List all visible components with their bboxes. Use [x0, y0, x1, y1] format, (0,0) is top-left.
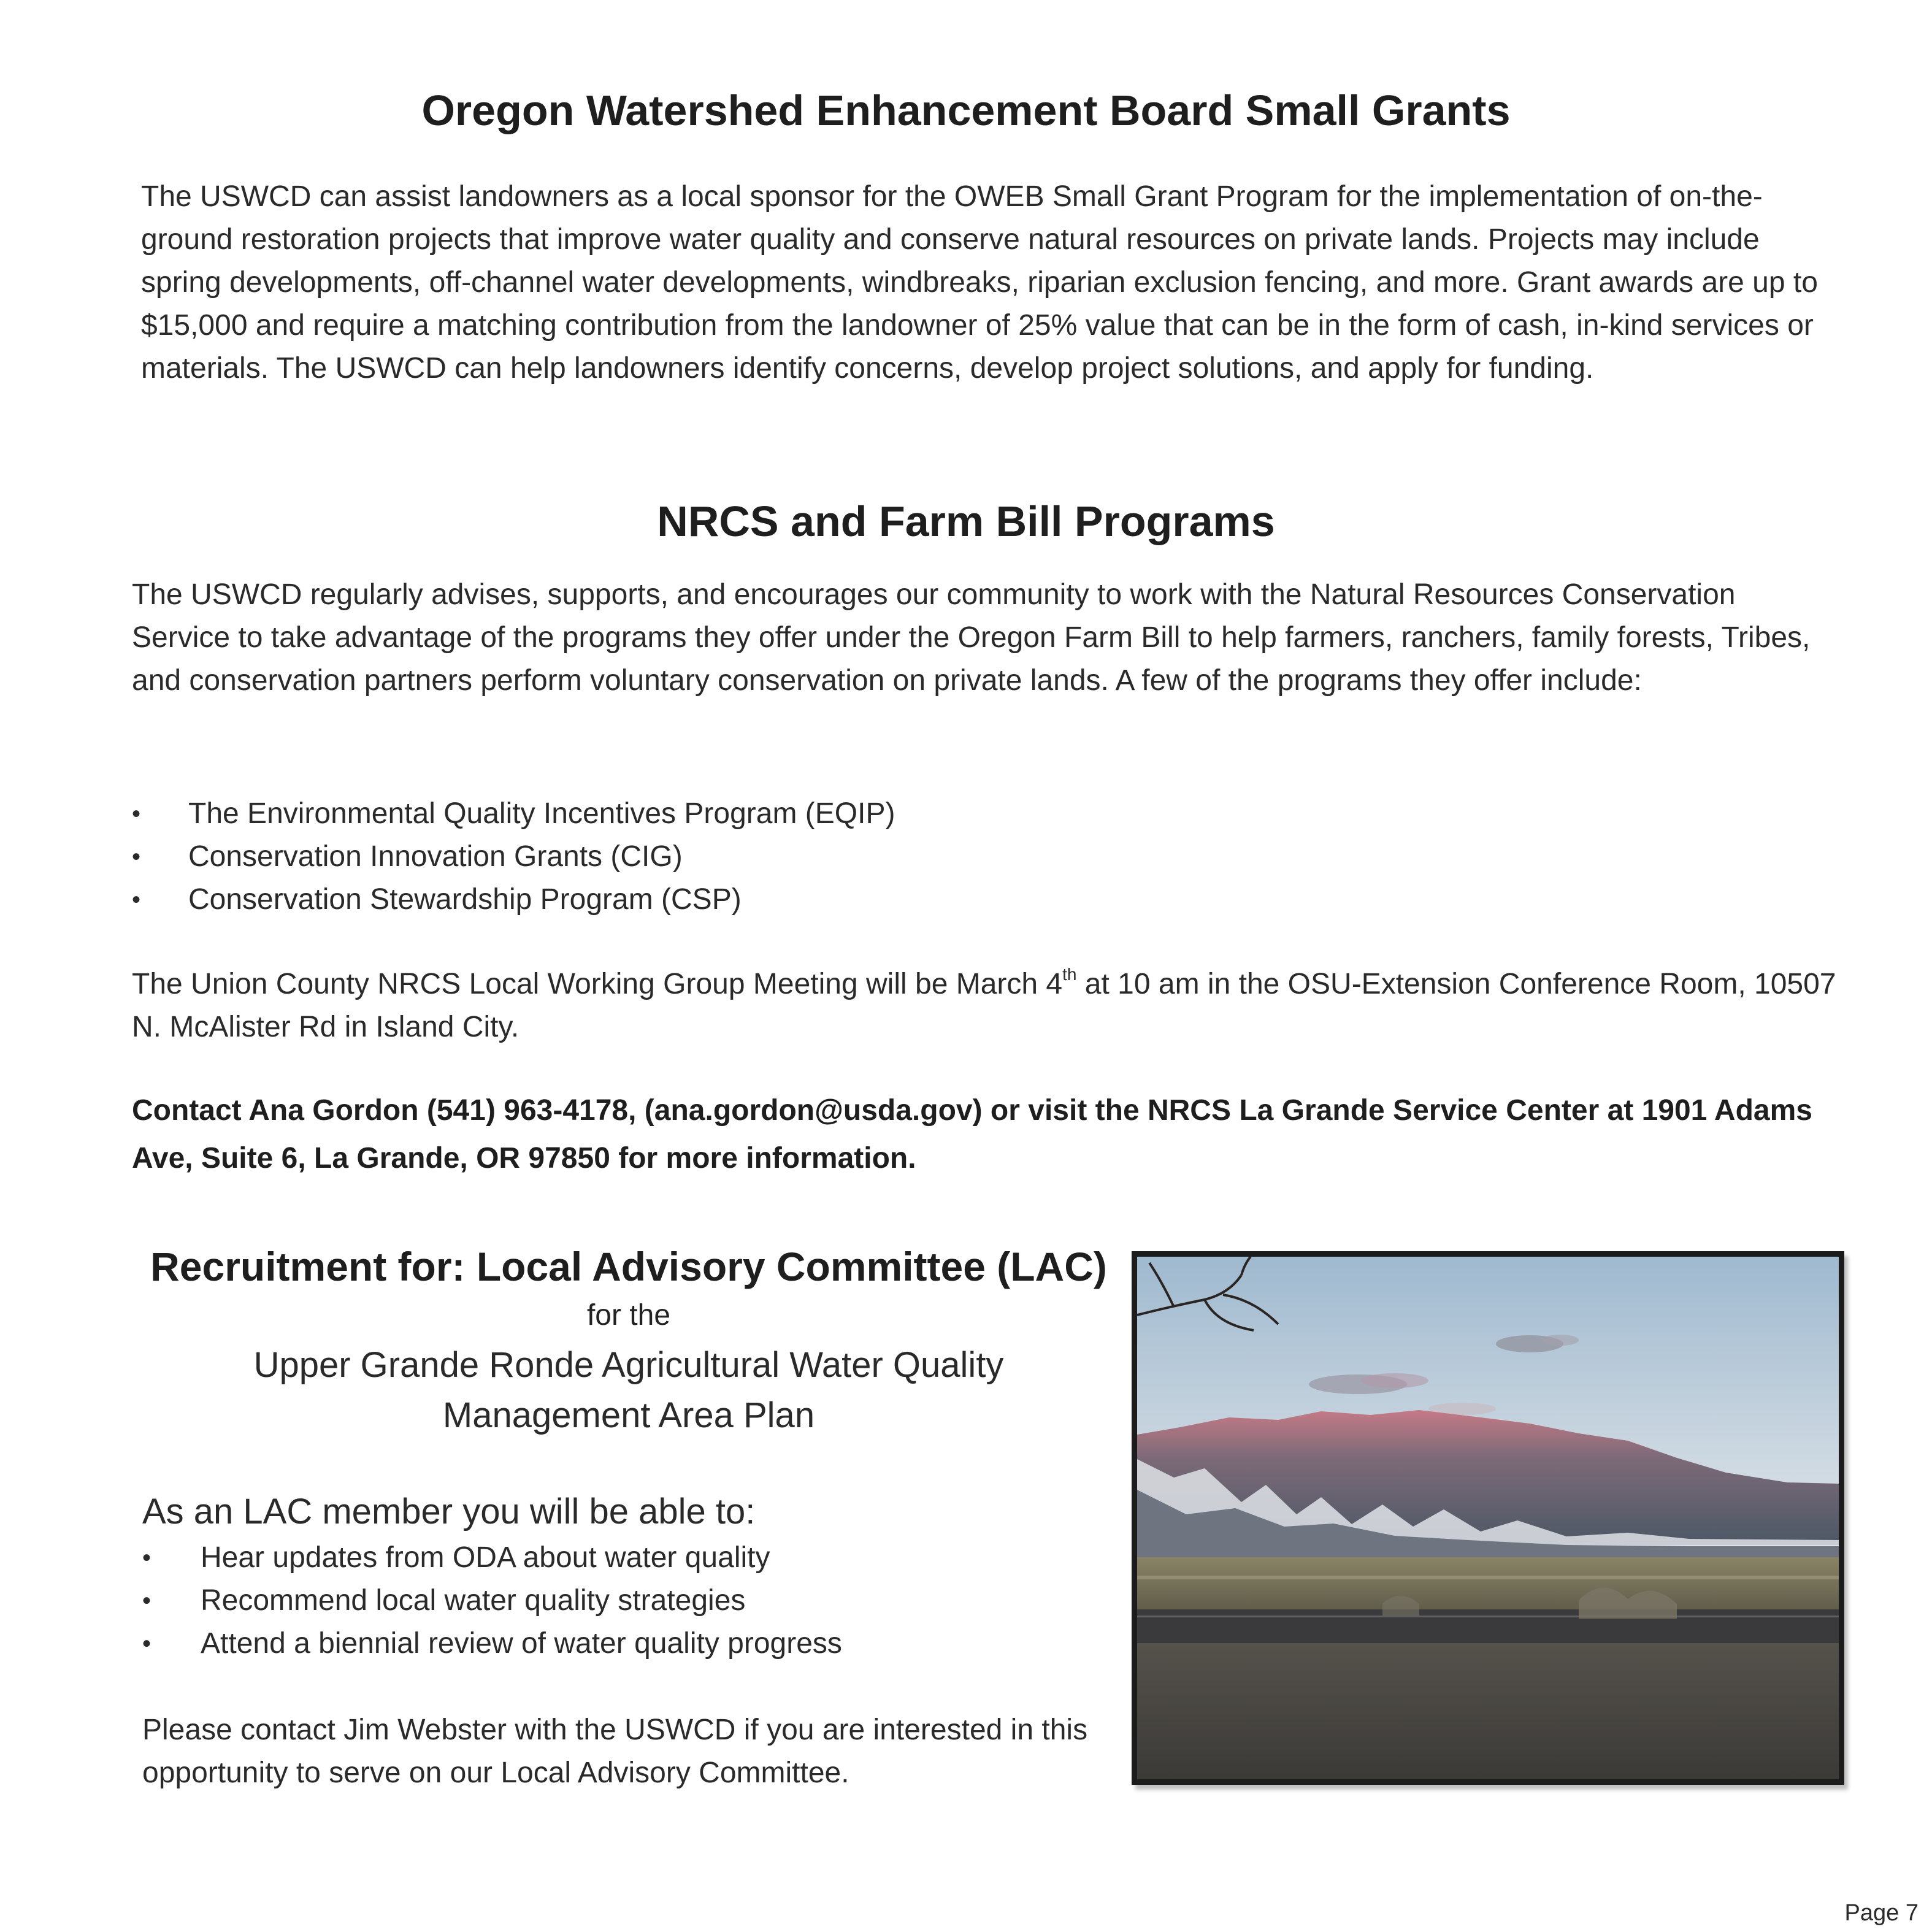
list-item [142, 1579, 1124, 1622]
nrcs-intro-paragraph: The USWCD regularly advises, supports, and encourages our community to work with the Natural Resources Conservation Service to take advantage of the programs they offer under the Oregon Farm Bill to help farmers, ranchers, family forests, Tribes, and conservation partners perform voluntary conservation on private lands. A few of the programs they offer include: [132, 578, 1811, 697]
bullet-icon: • [142, 1544, 151, 1571]
nrcs-heading: NRCS and Farm Bill Programs [657, 497, 1275, 545]
meeting-paragraph [132, 963, 1837, 1049]
program-name: Conservation Stewardship Program (CSP) [188, 883, 742, 916]
meeting-date-suffix: th [1062, 965, 1077, 984]
bullet-icon: • [142, 1587, 151, 1614]
lac-contact-paragraph: Please contact Jim Webster with the USWCD if you are interested in this opportunity to serve on our Local Advisory Committee. [142, 1714, 1088, 1789]
bullet-icon: • [142, 1630, 151, 1657]
nrcs-program-list [132, 792, 1175, 921]
list-item [132, 878, 1175, 921]
meeting-text-before: The Union County NRCS Local Working Group Meeting will be March 4 [132, 968, 1063, 1000]
benefit-text: Recommend local water quality strategies [201, 1584, 746, 1617]
program-name: Conservation Innovation Grants (CIG) [188, 840, 683, 873]
lac-plan-line-2: Management Area Plan [442, 1395, 815, 1435]
lac-plan-name [132, 1340, 1125, 1441]
lac-benefit-list [142, 1536, 1124, 1665]
list-item [142, 1622, 1124, 1665]
lac-subtitle-for-the: for the [586, 1299, 671, 1332]
oweb-paragraph: The USWCD can assist landowners as a local sponsor for the OWEB Small Grant Program for the implementation of on-the-ground restoration projects that improve water quality and conserve natural resources on private lands. Projects may include spring developments, off-channel water developments, windbreaks, riparian exclusion fencing, and more. Grant awards are up to $15,000 and require a matching contribution from the landowner of 25% value that can be in the form of cash, in-kind services or materials. The USWCD can help landowners identify concerns, develop project solutions, and apply for funding. [141, 180, 1818, 385]
mountain-landscape-image [1137, 1257, 1839, 1779]
nrcs-contact-paragraph: Contact Ana Gordon (541) 963-4178, (ana.gordon@usda.gov) or visit the NRCS La Grande Service Center at 1901 Adams Ave, Suite 6, La Grande, OR 97850 for more information. [132, 1094, 1812, 1175]
meeting-text-after: at 10 am in the OSU-Extension Conference Room, 10507 N. McAlister Rd in Island City. [132, 968, 1836, 1043]
list-item [132, 835, 1175, 878]
landscape-photo [1132, 1251, 1844, 1785]
bullet-icon: • [132, 800, 141, 827]
lac-lead-text: As an LAC member you will be able to: [142, 1492, 756, 1531]
benefit-text: Attend a biennial review of water quality progress [201, 1627, 842, 1660]
bullet-icon: • [132, 886, 141, 913]
program-name: The Environmental Quality Incentives Program (EQIP) [188, 797, 895, 830]
oweb-heading: Oregon Watershed Enhancement Board Small Grants [421, 86, 1511, 134]
page-number: Page 7 [1844, 1900, 1919, 1926]
benefit-text: Hear updates from ODA about water quality [201, 1541, 770, 1574]
bullet-icon: • [132, 843, 141, 870]
list-item [132, 792, 1175, 835]
lac-plan-line-1: Upper Grande Ronde Agricultural Water Quality [253, 1345, 1004, 1385]
list-item [142, 1536, 1124, 1579]
lac-title: Recruitment for: Local Advisory Committee (LAC) [150, 1244, 1107, 1289]
